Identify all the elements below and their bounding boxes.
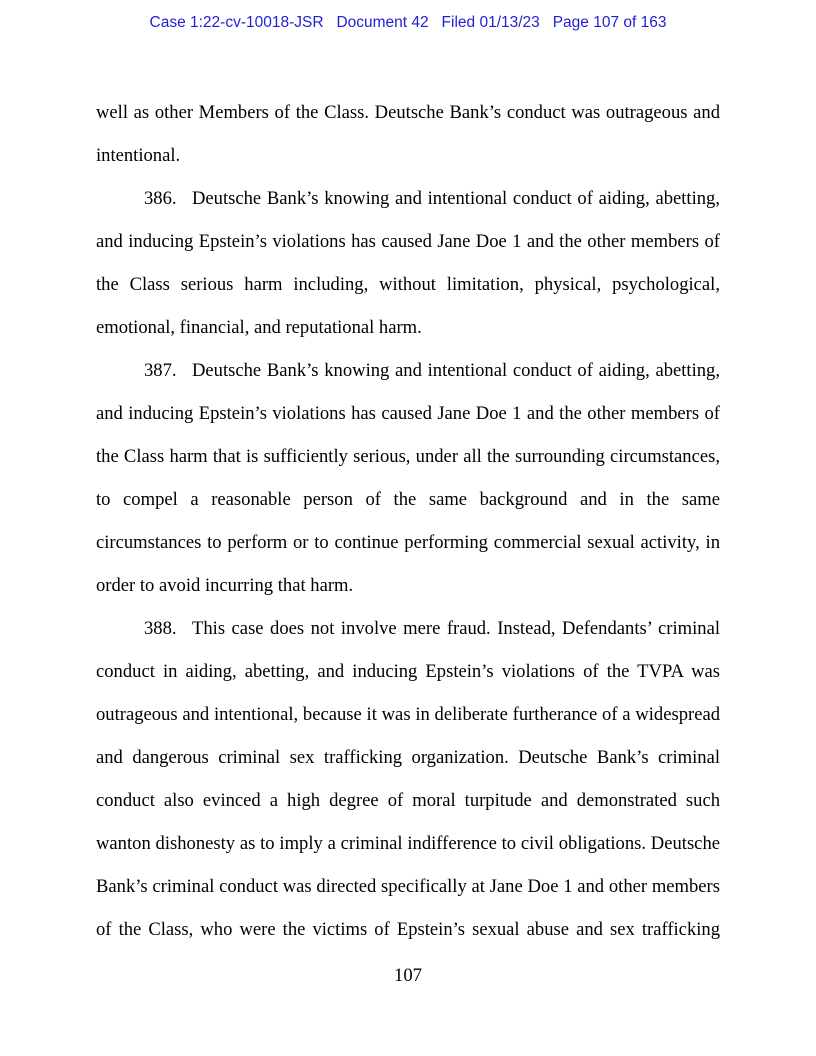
paragraph-number: 387. [144,360,177,381]
paragraph-386 [96,177,720,349]
paragraph-388 [96,607,720,951]
paragraph-text: well as other Members of the Class. Deutsche Bank’s conduct was outrageous and intentional. [96,102,720,166]
paragraph-number: 388. [144,618,177,639]
paragraph-continued [96,91,720,177]
paragraph-text: Deutsche Bank’s knowing and intentional conduct of aiding, abetting, and inducing Epstein’s violations has caused Jane Doe 1 and the other members of the Class harm that is sufficiently serious, under all the surrounding circumstances, to compel a reasonable person of the same background and in the same circumstances to perform or to continue performing commercial sexual activity, in order to avoid incurring that harm. [96,360,720,596]
paragraph-text: Deutsche Bank’s knowing and intentional conduct of aiding, abetting, and inducing Epstein’s violations has caused Jane Doe 1 and the other members of the Class serious harm including, without limitation, physical, psychological, emotional, financial, and reputational harm. [96,188,720,338]
paragraph-387 [96,349,720,607]
paragraph-number: 386. [144,188,177,209]
page-number: 107 [394,965,422,986]
paragraph-text: This case does not involve mere fraud. Instead, Defendants’ criminal conduct in aiding, abetting, and inducing Epstein’s violations of the TVPA was outrageous and intentional, because it was in deliberate furtherance of a widespread and dangerous criminal sex trafficking organization. Deutsche Bank’s criminal conduct also evinced a high degree of moral turpitude and demonstrated such wanton dishonesty as to imply a criminal indifference to civil obligations. Deutsche Bank’s criminal conduct was directed specifically at Jane Doe 1 and other members of the Class, who were the victims of Epstein’s sexual abuse and sex trafficking [96,618,720,940]
case-header: Case 1:22-cv-10018-JSR Document 42 Filed 01/13/23 Page 107 of 163 [149,14,667,31]
document-body [96,91,720,951]
